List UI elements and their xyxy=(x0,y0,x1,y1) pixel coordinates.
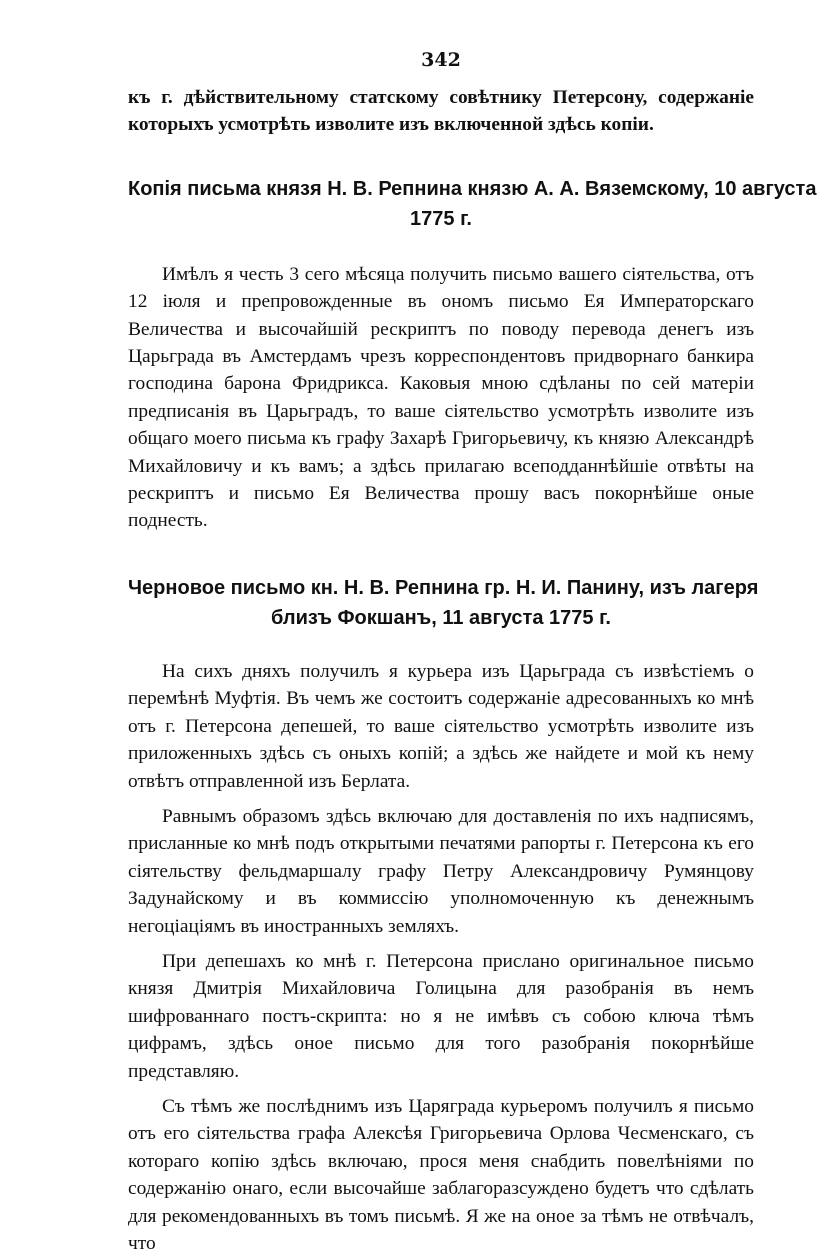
section2-paragraph-4: Съ тѣмъ же послѣднимъ изъ Царяграда курьеромъ получилъ я письмо отъ его сіятельства графа Алексѣя Григорьевича Орлова Чесменскаго, съ котораго копію здѣсь включаю, прося меня снабдить повелѣніями по содержанію онаго, если высочайше заблагоразсуждено будетъ что сдѣлать для рекомендованныхъ въ томъ письмѣ. Я же на оное за тѣмъ не отвѣчалъ, что xyxy=(128,1095,754,1254)
section1-heading-line2: 1775 г. xyxy=(410,207,472,230)
section2-paragraph-1: На сихъ дняхъ получилъ я курьера изъ Царьграда съ извѣстіемъ о перемѣнѣ Муфтія. Въ чемъ же состоитъ содержаніе адресованныхъ ко мнѣ отъ г. Петерсона депешей, то ваше сіятельство усмотрѣть изволите изъ приложенныхъ здѣсь съ оныхъ копій; а здѣсь же найдете и мой къ нему отвѣтъ отправленной изъ Берлата. xyxy=(128,660,754,792)
section1-heading-line1: Копія письма князя Н. В. Репнина князю А. А. Вяземскому, 10 августа xyxy=(128,177,817,200)
section2-heading-line1: Черновое письмо кн. Н. В. Репнина гр. Н. И. Панину, изъ лагеря xyxy=(128,576,759,599)
section2-paragraph-3: При депешахъ ко мнѣ г. Петерсона прислано оригинальное письмо князя Дмитрія Михайловича Голицына для разобранія въ немъ шифрованнаго постъ-скрипта: но я не имѣвъ съ собою ключа тѣмъ цифрамъ, здѣсь оное письмо для того разобранія покорнѣйше представляю. xyxy=(128,950,754,1082)
section1-paragraph: Имѣлъ я честь 3 сего мѣсяца получить письмо вашего сіятельства, отъ 12 іюля и препровожденные въ ономъ письмо Ея Императорскаго Величества и высочайшій рескриптъ по поводу перевода денегъ изъ Царьграда въ Амстердамъ чрезъ корреспондентовъ придворнаго банкира господина барона Фридрикса. Каковыя мною сдѣланы по сей матеріи предписанія въ Царьградъ, то ваше сіятельство усмотрѣть изволите изъ общаго моего письма къ графу Захарѣ Григорьевичу, къ князю Александрѣ Михайловичу и къ вамъ; а здѣсь прилагаю всеподданнѣйшіе отвѣты на рескриптъ и письмо Ея Величества прошу васъ покорнѣйше оные поднесть. xyxy=(128,263,754,532)
book-page xyxy=(128,46,817,1257)
section1-heading xyxy=(128,174,817,234)
section2-heading xyxy=(128,573,759,633)
page-number: 342 xyxy=(421,49,461,71)
intro-paragraph: къ г. дѣйствительному статскому совѣтнику Петерсону, содержаніе которыхъ усмотрѣть изволите изъ включенной здѣсь копіи. xyxy=(128,87,754,136)
section2-paragraph-2: Равнымъ образомъ здѣсь включаю для доставленія по ихъ надписямъ, присланные ко мнѣ подъ открытыми печатями рапорты г. Петерсона къ его сіятельству фельдмаршалу графу Петру Александровичу Румянцову Задунайскому и въ коммиссію уполномоченную къ денежнымъ негоціаціямъ въ иностранныхъ земляхъ. xyxy=(128,805,754,937)
section2-heading-line2: близъ Фокшанъ, 11 августа 1775 г. xyxy=(271,606,611,629)
